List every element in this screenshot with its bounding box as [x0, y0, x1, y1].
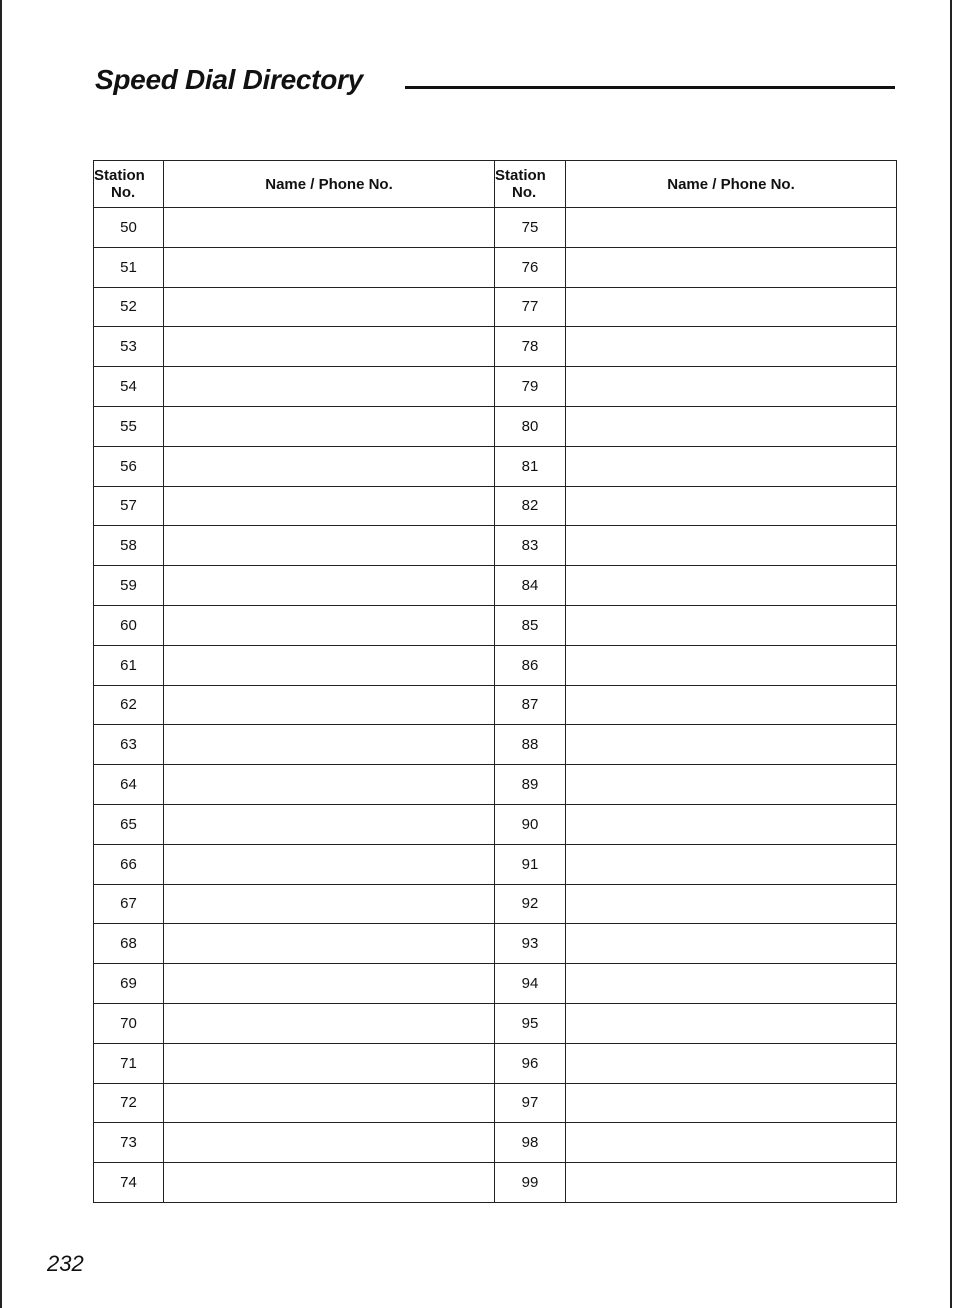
table-row: [94, 247, 897, 287]
station-number-right: 89: [495, 765, 566, 805]
station-number-left: 64: [94, 765, 164, 805]
name-phone-entry-right[interactable]: [566, 367, 897, 407]
name-phone-header-right: Name / Phone No.: [566, 161, 897, 208]
station-number-left: 71: [94, 1043, 164, 1083]
table-row: [94, 645, 897, 685]
name-phone-entry-left[interactable]: [164, 605, 495, 645]
station-number-right: 99: [495, 1163, 566, 1203]
station-number-right: 75: [495, 208, 566, 248]
table-row: [94, 884, 897, 924]
station-header-left: [94, 161, 164, 208]
station-number-left: 68: [94, 924, 164, 964]
station-number-right: 80: [495, 406, 566, 446]
page-number: 232: [47, 1251, 84, 1276]
name-phone-entry-right[interactable]: [566, 1043, 897, 1083]
station-header-label: Station: [495, 167, 546, 184]
table-row: [94, 446, 897, 486]
name-phone-entry-left[interactable]: [164, 446, 495, 486]
name-phone-entry-right[interactable]: [566, 645, 897, 685]
table-row: [94, 765, 897, 805]
table-row: [94, 208, 897, 248]
page-right-edge: [950, 0, 952, 1308]
station-header-right: [495, 161, 566, 208]
station-number-left: 52: [94, 287, 164, 327]
name-phone-entry-left[interactable]: [164, 566, 495, 606]
name-phone-entry-right[interactable]: [566, 884, 897, 924]
station-number-left: 56: [94, 446, 164, 486]
station-number-left: 74: [94, 1163, 164, 1203]
station-number-right: 93: [495, 924, 566, 964]
name-phone-entry-right[interactable]: [566, 247, 897, 287]
station-number-right: 85: [495, 605, 566, 645]
table-row: [94, 1163, 897, 1203]
name-phone-entry-right[interactable]: [566, 605, 897, 645]
name-phone-entry-left[interactable]: [164, 327, 495, 367]
station-number-right: 95: [495, 1003, 566, 1043]
name-phone-entry-left[interactable]: [164, 1163, 495, 1203]
station-number-left: 72: [94, 1083, 164, 1123]
station-number-left: 57: [94, 486, 164, 526]
station-number-right: 83: [495, 526, 566, 566]
station-number-right: 94: [495, 964, 566, 1004]
name-phone-entry-right[interactable]: [566, 208, 897, 248]
name-phone-entry-left[interactable]: [164, 765, 495, 805]
table-row: [94, 605, 897, 645]
station-number-right: 98: [495, 1123, 566, 1163]
name-phone-entry-left[interactable]: [164, 924, 495, 964]
table-row: [94, 685, 897, 725]
name-phone-entry-left[interactable]: [164, 844, 495, 884]
name-phone-entry-left[interactable]: [164, 645, 495, 685]
table-row: [94, 804, 897, 844]
station-number-left: 65: [94, 804, 164, 844]
name-phone-entry-left[interactable]: [164, 1043, 495, 1083]
station-number-left: 51: [94, 247, 164, 287]
name-phone-entry-left[interactable]: [164, 804, 495, 844]
station-number-right: 88: [495, 725, 566, 765]
name-phone-header-left: Name / Phone No.: [164, 161, 495, 208]
table-row: [94, 725, 897, 765]
name-phone-entry-right[interactable]: [566, 964, 897, 1004]
table-row: [94, 566, 897, 606]
station-number-right: 86: [495, 645, 566, 685]
table-row: [94, 1083, 897, 1123]
table-row: [94, 1043, 897, 1083]
name-phone-entry-right[interactable]: [566, 1003, 897, 1043]
station-number-left: 60: [94, 605, 164, 645]
table-row: [94, 287, 897, 327]
station-number-left: 70: [94, 1003, 164, 1043]
name-phone-entry-left[interactable]: [164, 1123, 495, 1163]
station-number-left: 63: [94, 725, 164, 765]
name-phone-entry-right[interactable]: [566, 327, 897, 367]
name-phone-entry-right[interactable]: [566, 406, 897, 446]
table-row: [94, 1123, 897, 1163]
station-number-right: 87: [495, 685, 566, 725]
name-phone-entry-right[interactable]: [566, 725, 897, 765]
station-number-right: 91: [495, 844, 566, 884]
station-header-label: Station: [94, 167, 145, 184]
station-number-right: 79: [495, 367, 566, 407]
station-number-left: 50: [94, 208, 164, 248]
table-header-row: [94, 161, 897, 208]
name-phone-entry-right[interactable]: [566, 804, 897, 844]
station-header-no: No.: [111, 184, 136, 201]
name-phone-entry-right[interactable]: [566, 1083, 897, 1123]
station-number-right: 96: [495, 1043, 566, 1083]
name-phone-entry-right[interactable]: [566, 486, 897, 526]
name-phone-entry-right[interactable]: [566, 526, 897, 566]
page-left-edge: [0, 0, 2, 1308]
station-number-right: 76: [495, 247, 566, 287]
name-phone-entry-right[interactable]: [566, 765, 897, 805]
name-phone-entry-right[interactable]: [566, 844, 897, 884]
table-row: [94, 526, 897, 566]
station-number-right: 82: [495, 486, 566, 526]
name-phone-entry-left[interactable]: [164, 367, 495, 407]
station-number-left: 59: [94, 566, 164, 606]
station-number-left: 54: [94, 367, 164, 407]
table-row: [94, 1003, 897, 1043]
name-phone-entry-right[interactable]: [566, 446, 897, 486]
station-number-right: 84: [495, 566, 566, 606]
table-row: [94, 486, 897, 526]
table-row: [94, 964, 897, 1004]
name-phone-entry-right[interactable]: [566, 685, 897, 725]
title-rule: [405, 86, 895, 89]
table-body: [94, 208, 897, 1203]
station-number-right: 97: [495, 1083, 566, 1123]
name-phone-entry-right[interactable]: [566, 287, 897, 327]
station-number-left: 58: [94, 526, 164, 566]
station-number-left: 69: [94, 964, 164, 1004]
station-number-left: 55: [94, 406, 164, 446]
station-header-no: No.: [512, 184, 537, 201]
station-number-left: 66: [94, 844, 164, 884]
station-number-right: 92: [495, 884, 566, 924]
name-phone-entry-left[interactable]: [164, 725, 495, 765]
name-phone-entry-right[interactable]: [566, 924, 897, 964]
table-row: [94, 367, 897, 407]
speed-dial-table: [93, 160, 897, 1203]
station-number-right: 77: [495, 287, 566, 327]
name-phone-entry-right[interactable]: [566, 1123, 897, 1163]
page-title: Speed Dial Directory: [95, 64, 363, 95]
name-phone-entry-left[interactable]: [164, 1083, 495, 1123]
name-phone-entry-right[interactable]: [566, 566, 897, 606]
name-phone-entry-left[interactable]: [164, 287, 495, 327]
name-phone-entry-left[interactable]: [164, 208, 495, 248]
table-row: [94, 924, 897, 964]
table-row: [94, 844, 897, 884]
station-number-right: 81: [495, 446, 566, 486]
station-number-right: 78: [495, 327, 566, 367]
name-phone-entry-left[interactable]: [164, 884, 495, 924]
name-phone-entry-left[interactable]: [164, 964, 495, 1004]
station-number-left: 61: [94, 645, 164, 685]
name-phone-entry-right[interactable]: [566, 1163, 897, 1203]
station-number-left: 67: [94, 884, 164, 924]
name-phone-entry-left[interactable]: [164, 486, 495, 526]
name-phone-entry-left[interactable]: [164, 247, 495, 287]
name-phone-entry-left[interactable]: [164, 406, 495, 446]
name-phone-entry-left[interactable]: [164, 526, 495, 566]
station-number-left: 53: [94, 327, 164, 367]
station-number-left: 73: [94, 1123, 164, 1163]
name-phone-entry-left[interactable]: [164, 685, 495, 725]
table-row: [94, 406, 897, 446]
name-phone-entry-left[interactable]: [164, 1003, 495, 1043]
table-row: [94, 327, 897, 367]
station-number-right: 90: [495, 804, 566, 844]
station-number-left: 62: [94, 685, 164, 725]
